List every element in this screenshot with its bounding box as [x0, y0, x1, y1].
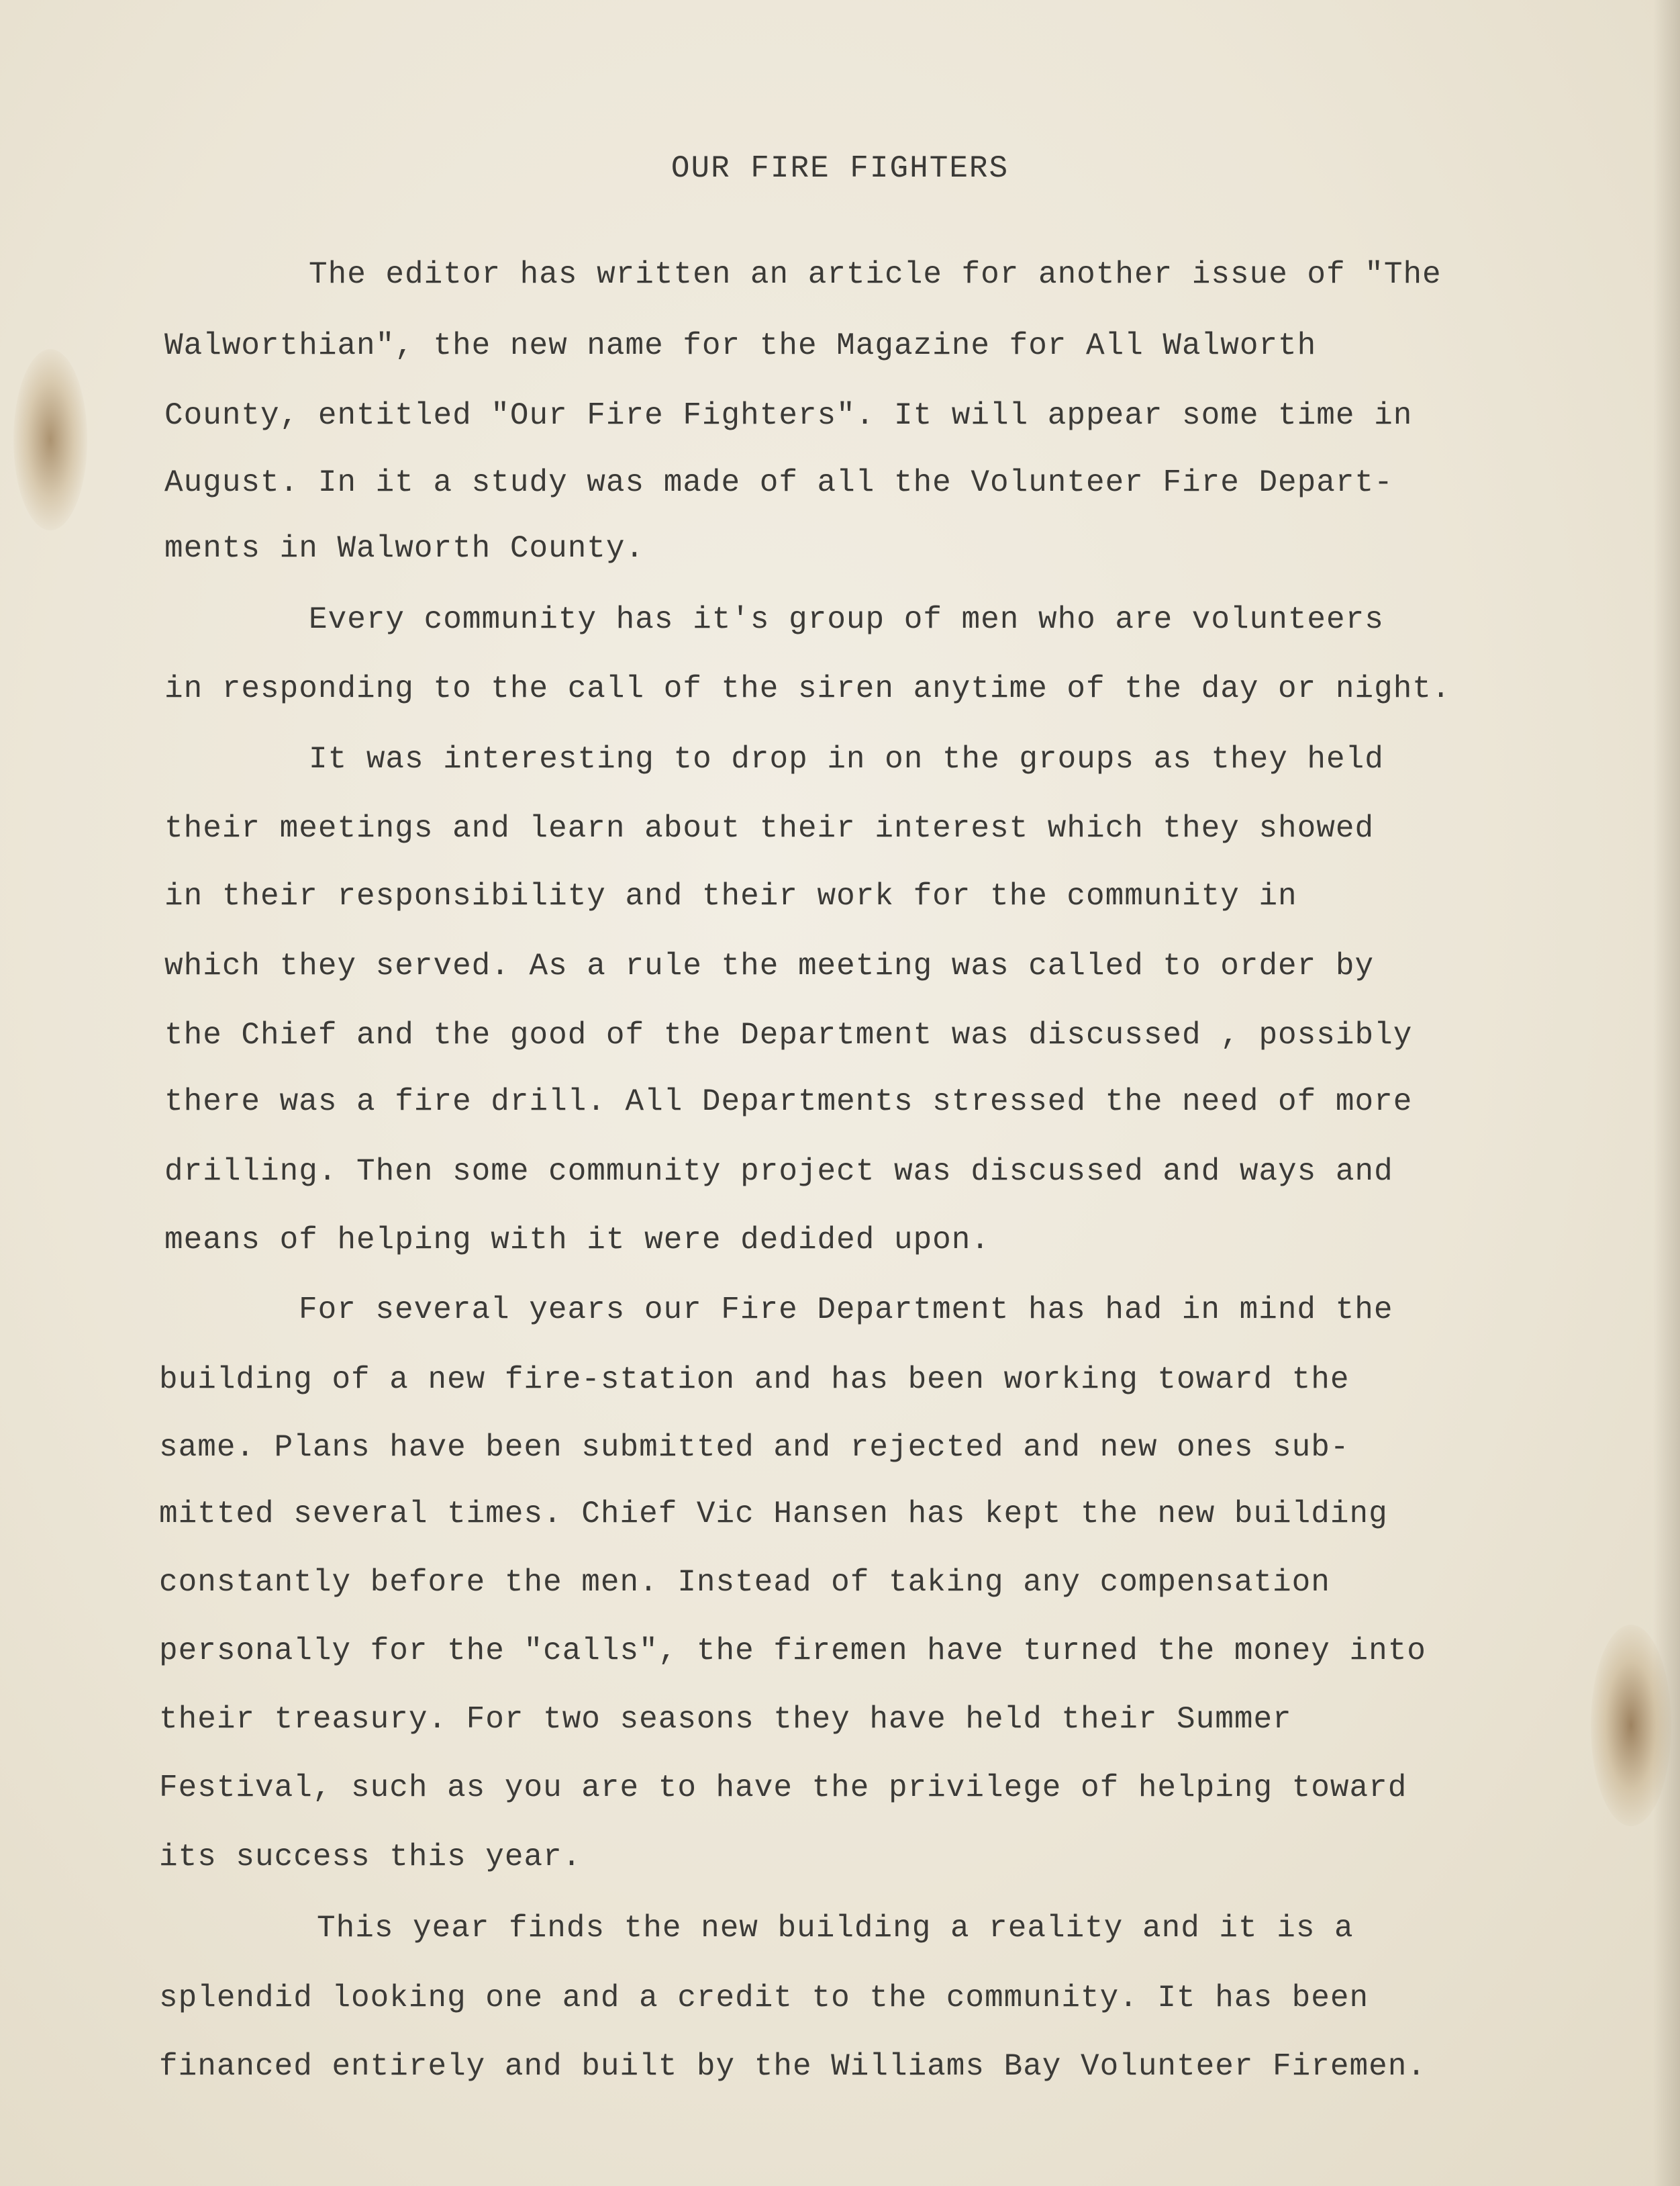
- text-line: in responding to the call of the siren anytime of the day or night.: [164, 671, 1451, 706]
- text-line: means of helping with it were dedided upon.: [164, 1223, 990, 1257]
- text-line: Festival, such as you are to have the privilege of helping toward: [159, 1770, 1407, 1805]
- page-title: OUR FIRE FIGHTERS: [671, 151, 1009, 186]
- text-line: their meetings and learn about their interest which they showed: [164, 811, 1375, 846]
- stain-left: [13, 349, 87, 530]
- text-line: same. Plans have been submitted and rejected and new ones sub-: [159, 1430, 1350, 1465]
- text-line: personally for the "calls", the firemen have turned the money into: [159, 1633, 1426, 1668]
- text-line: Every community has it's group of men who are volunteers: [309, 602, 1384, 637]
- text-line: mitted several times. Chief Vic Hansen has kept the new building: [159, 1496, 1388, 1531]
- text-line: It was interesting to drop in on the groups as they held: [309, 742, 1384, 777]
- text-line: their treasury. For two seasons they have held their Summer: [159, 1702, 1292, 1737]
- text-line: which they served. As a rule the meeting was called to order by: [164, 949, 1375, 984]
- text-line: splendid looking one and a credit to the community. It has been: [159, 1981, 1369, 2015]
- text-line: For several years our Fire Department has had in mind the: [299, 1292, 1393, 1327]
- page-edge-shadow: [1653, 0, 1680, 2186]
- text-line: County, entitled "Our Fire Fighters". It will appear some time in: [164, 398, 1413, 433]
- text-line: there was a fire drill. All Departments stressed the need of more: [164, 1084, 1413, 1119]
- text-line: building of a new fire-station and has been working toward the: [159, 1362, 1350, 1397]
- text-line: the Chief and the good of the Department was discussed , possibly: [164, 1018, 1413, 1053]
- text-line: Walworthian", the new name for the Magazine for All Walworth: [164, 328, 1317, 363]
- text-line: ments in Walworth County.: [164, 531, 645, 566]
- text-line: The editor has written an article for another issue of "The: [309, 257, 1442, 292]
- text-line: financed entirely and built by the Williams Bay Volunteer Firemen.: [159, 2049, 1426, 2084]
- text-line: its success this year.: [159, 1840, 582, 1874]
- text-line: This year finds the new building a reality and it is a: [317, 1911, 1354, 1946]
- text-line: constantly before the men. Instead of taking any compensation: [159, 1565, 1330, 1600]
- text-line: drilling. Then some community project was discussed and ways and: [164, 1154, 1393, 1189]
- text-line: August. In it a study was made of all the Volunteer Fire Depart-: [164, 465, 1393, 500]
- text-line: in their responsibility and their work for the community in: [164, 879, 1297, 914]
